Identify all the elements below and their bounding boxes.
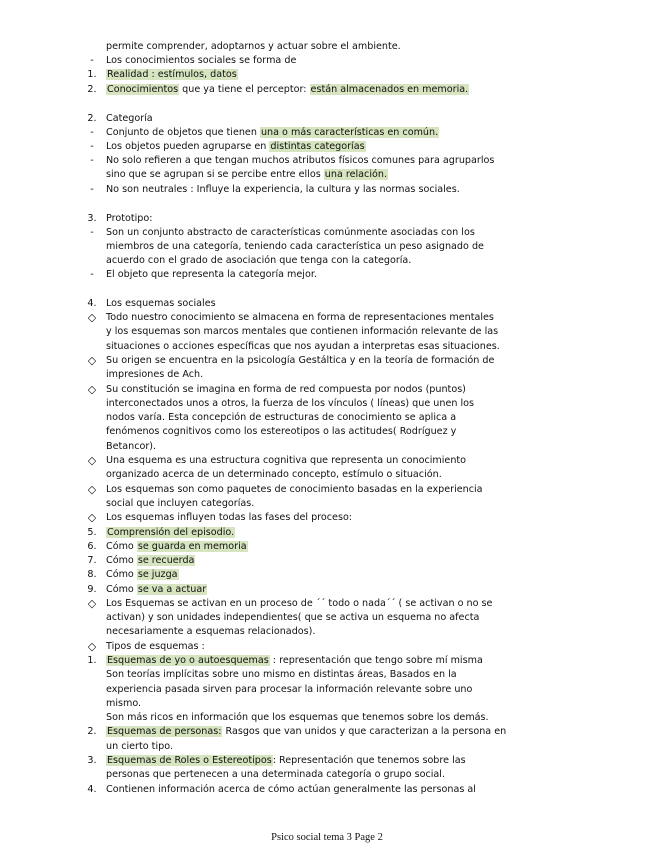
diamond-bullet-icon: ◇ xyxy=(87,454,97,467)
highlighted-text: se va a actuar xyxy=(137,584,207,595)
list-marker: 4. xyxy=(87,784,97,795)
line-text xyxy=(106,240,484,253)
text-segment: Su origen se encuentra en la psicología Gestáltica y en la teoría de formación de xyxy=(106,355,495,366)
line-text xyxy=(106,325,498,338)
line-text xyxy=(106,454,466,467)
diamond-bullet-icon: ◇ xyxy=(87,483,97,496)
text-segment: Los conocimientos sociales se forma de xyxy=(106,55,297,66)
highlighted-text: Realidad : estímulos, datos xyxy=(107,69,237,80)
text-segment: Una esquema es una estructura cognitiva que representa un conocimiento xyxy=(106,455,467,466)
highlighted-text: Esquemas de personas: xyxy=(107,726,222,737)
text-segment: impresiones de Ach. xyxy=(106,369,204,380)
text-segment: un cierto tipo. xyxy=(106,741,173,752)
line-text xyxy=(106,611,479,624)
line-text xyxy=(106,297,216,310)
line-text xyxy=(106,226,475,239)
text-segment: Los esquemas son como paquetes de conocimiento basadas en la experiencia xyxy=(106,484,483,495)
highlighted-text: Esquemas de Roles o Estereotipos xyxy=(107,755,272,766)
highlighted-text: se recuerda xyxy=(137,555,195,566)
line-text xyxy=(106,183,460,196)
text-segment: Cómo xyxy=(106,541,137,552)
text-segment: necesariamente a esquemas relacionados). xyxy=(106,626,316,637)
list-marker: 1. xyxy=(87,69,97,80)
list-marker: 4. xyxy=(87,298,97,309)
diamond-bullet-icon: ◇ xyxy=(87,640,97,653)
list-marker: 8. xyxy=(87,569,97,580)
line-text xyxy=(106,83,469,96)
list-marker: 2. xyxy=(87,726,97,737)
line-text xyxy=(106,440,156,453)
text-segment: Todo nuestro conocimiento se almacena en forma de representaciones mentales xyxy=(106,312,494,323)
line-text xyxy=(106,140,366,153)
text-segment: Categoría xyxy=(106,113,153,124)
list-marker: - xyxy=(90,184,94,195)
text-segment: interconectados unos a otros, la fuerza de los vínculos ( líneas) que unen los xyxy=(106,398,475,409)
line-text xyxy=(106,511,352,524)
text-segment: Su constitución se imagina en forma de red compuesta por nodos (puntos) xyxy=(106,384,466,395)
text-segment: No son neutrales : Influye la experiencia, la cultura y las normas sociales. xyxy=(106,184,460,195)
line-text xyxy=(106,768,445,781)
text-segment: organizado acerca de un determinado concepto, estímulo o situación. xyxy=(106,469,442,480)
text-segment: social que incluyen categorías. xyxy=(106,498,255,509)
diamond-bullet-icon: ◇ xyxy=(87,597,97,610)
line-text xyxy=(106,168,388,181)
line-text xyxy=(106,354,494,367)
text-segment: El objeto que representa la categoría mejor. xyxy=(106,269,317,280)
line-text xyxy=(106,583,207,596)
list-marker: 3. xyxy=(87,213,97,224)
text-segment: Betancor). xyxy=(106,441,157,452)
highlighted-text: Comprensión del episodio. xyxy=(107,527,235,538)
line-text xyxy=(106,540,248,553)
line-text xyxy=(106,212,152,225)
diamond-bullet-icon: ◇ xyxy=(87,511,97,524)
text-segment: y los esquemas son marcos mentales que contienen información relevante de las xyxy=(106,326,499,337)
list-marker: 2. xyxy=(87,113,97,124)
text-segment: que ya tiene el perceptor: xyxy=(179,84,310,95)
line-text xyxy=(106,654,483,667)
line-text xyxy=(106,112,153,125)
line-text xyxy=(106,554,195,567)
highlighted-text: están almacenados en memoria. xyxy=(310,84,469,95)
text-segment: : representación que tengo sobre mí misma xyxy=(269,655,483,666)
text-segment: miembros de una categoría, teniendo cada característica un peso asignado de xyxy=(106,241,484,252)
line-text xyxy=(106,697,141,710)
line-text xyxy=(106,497,254,510)
list-marker: - xyxy=(90,227,94,238)
text-segment: Los esquemas sociales xyxy=(106,298,216,309)
text-segment: Son más ricos en información que los esquemas que tenemos sobre los demás. xyxy=(106,712,489,723)
line-text xyxy=(106,368,203,381)
line-text xyxy=(106,725,506,738)
text-segment: Conjunto de objetos que tienen xyxy=(106,127,260,138)
list-marker: 7. xyxy=(87,555,97,566)
text-segment: Cómo xyxy=(106,555,137,566)
highlighted-text: distintas categorías xyxy=(270,141,365,152)
page-footer: Psico social tema 3 Page 2 xyxy=(271,832,383,843)
text-segment: Los objetos pueden agruparse en xyxy=(106,141,270,152)
text-segment: Son teorías implícitas sobre uno mismo en distintas áreas, Basados en la xyxy=(106,669,457,680)
highlighted-text: Esquemas de yo o autoesquemas xyxy=(107,655,269,666)
line-text xyxy=(106,68,238,81)
text-segment: mismo. xyxy=(106,698,142,709)
line-text xyxy=(106,526,235,539)
line-text xyxy=(106,154,494,167)
line-text xyxy=(106,411,456,424)
text-segment: Cómo xyxy=(106,569,137,580)
list-marker: 3. xyxy=(87,755,97,766)
text-segment: nodos varía. Esta concepción de estructuras de conocimiento se aplica a xyxy=(106,412,457,423)
text-segment: personas que pertenecen a una determinada categoría o grupo social. xyxy=(106,769,446,780)
text-segment: No solo refieren a que tengan muchos atributos físicos comunes para agruparlos xyxy=(106,155,495,166)
text-segment: Cómo xyxy=(106,584,137,595)
line-text xyxy=(106,340,500,353)
text-segment: situaciones o acciones específicas que nos ayudan a interpretas esas situaciones. xyxy=(106,341,500,352)
text-segment: Contienen información acerca de cómo actúan generalmente las personas al xyxy=(106,784,476,795)
highlighted-text: se juzga xyxy=(137,569,178,580)
line-text xyxy=(106,468,442,481)
line-text xyxy=(106,668,457,681)
line-text xyxy=(106,640,205,653)
line-text xyxy=(106,40,401,53)
highlighted-text: se guarda en memoria xyxy=(137,541,247,552)
line-text xyxy=(106,254,411,267)
list-marker: 9. xyxy=(87,584,97,595)
line-text xyxy=(106,711,489,724)
list-marker: - xyxy=(90,269,94,280)
text-segment: Los esquemas influyen todas las fases del proceso: xyxy=(106,512,353,523)
highlighted-text: una relación. xyxy=(324,169,387,180)
list-marker: 5. xyxy=(87,527,97,538)
text-segment: Son un conjunto abstracto de características comúnmente asociadas con los xyxy=(106,227,475,238)
line-text xyxy=(106,397,474,410)
diamond-bullet-icon: ◇ xyxy=(87,311,97,324)
list-marker: - xyxy=(90,155,94,166)
text-segment: Los Esquemas se activan en un proceso de ´´ todo o nada´´ ( se activan o no se xyxy=(106,598,493,609)
list-marker: 2. xyxy=(87,84,97,95)
line-text xyxy=(106,126,439,139)
diamond-bullet-icon: ◇ xyxy=(87,383,97,396)
list-marker: 1. xyxy=(87,655,97,666)
line-text xyxy=(106,597,492,610)
line-text xyxy=(106,625,315,638)
text-segment: : Representación que tenemos sobre las xyxy=(272,755,466,766)
line-text xyxy=(106,54,296,67)
text-segment: sino que se agrupan si se percibe entre ellos xyxy=(106,169,324,180)
line-text xyxy=(106,683,472,696)
text-segment: Rasgos que van unidos y que caracterizan a la persona en xyxy=(222,726,507,737)
list-marker: 6. xyxy=(87,541,97,552)
text-segment: Tipos de esquemas : xyxy=(106,641,205,652)
line-text xyxy=(106,311,494,324)
line-text xyxy=(106,425,456,438)
line-text xyxy=(106,268,317,281)
list-marker: - xyxy=(90,141,94,152)
text-segment: permite comprender, adoptarnos y actuar sobre el ambiente. xyxy=(106,41,401,52)
text-segment: experiencia pasada sirven para procesar la información relevante sobre uno xyxy=(106,684,473,695)
line-text xyxy=(106,568,179,581)
text-segment: Prototipo: xyxy=(106,213,153,224)
line-text xyxy=(106,483,483,496)
list-marker: - xyxy=(90,55,94,66)
line-text xyxy=(106,783,476,796)
line-text xyxy=(106,383,466,396)
list-marker: - xyxy=(90,127,94,138)
diamond-bullet-icon: ◇ xyxy=(87,354,97,367)
text-segment: acuerdo con el grado de asociación que tenga con la categoría. xyxy=(106,255,412,266)
highlighted-text: Conocimientos xyxy=(107,84,179,95)
text-segment: activan) y son unidades independientes( que se activa un esquema no afecta xyxy=(106,612,480,623)
line-text xyxy=(106,754,466,767)
text-segment: fenómenos cognitivos como los estereotipos o las actitudes( Rodríguez y xyxy=(106,426,457,437)
line-text xyxy=(106,740,173,753)
highlighted-text: una o más características en común. xyxy=(260,127,439,138)
